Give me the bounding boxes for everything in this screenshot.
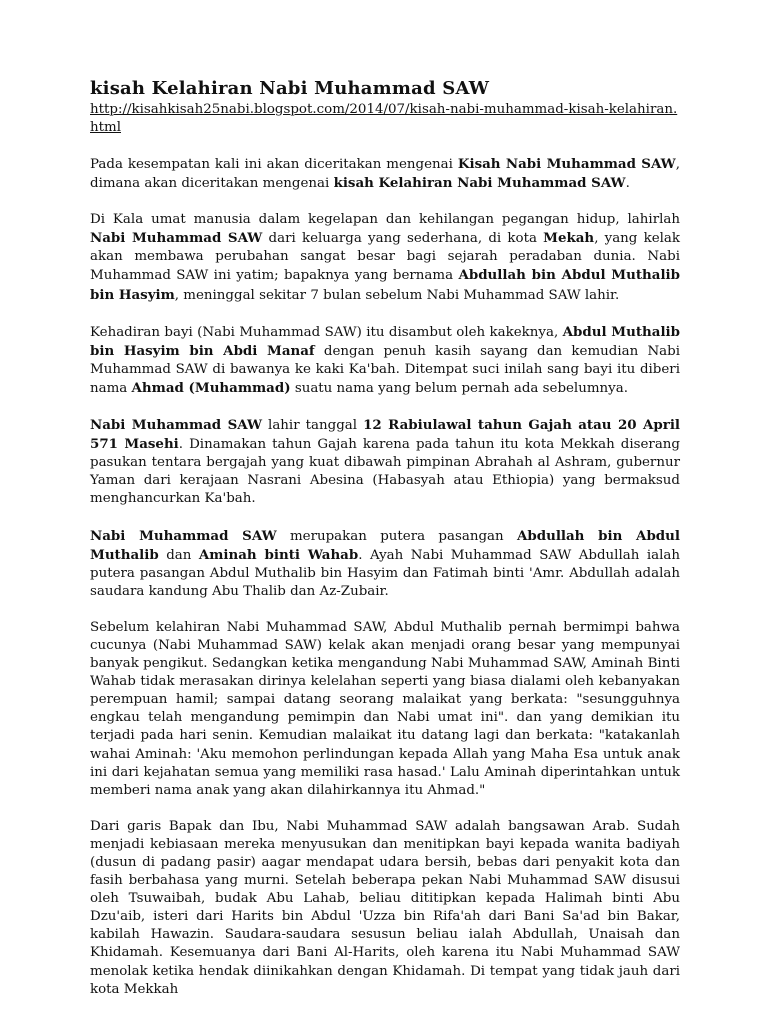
text-run: Di Kala umat manusia dalam kegelapan dan kehilangan pegangan hidup, lahirlah [90,212,680,228]
text-run: , yang kelak akan membawa perubahan sangat besar bagi sejarah peradaban dunia. Nabi Muhammad SAW ini yatim; bapaknya yang bernama [90,231,680,284]
text-run: suatu nama yang belum pernah ada sebelumnya. [290,380,628,396]
bold-text-run: Nabi Muhammad SAW [90,230,263,247]
text-run: lahir tanggal [262,418,364,434]
text-run: dan [158,547,199,563]
bold-text-run: 12 Rabiulawal tahun Gajah atau 20 April 571 Masehi [90,417,680,453]
paragraph [90,619,680,800]
text-run: . [625,176,630,192]
text-run: . Ayah Nabi Muhammad SAW Abdullah ialah putera pasangan Abdul Muthalib bin Hasyim dan Fatimah binti 'Amr. Abdullah adalah saudara kandung Abu Thalib dan Az-Zubair. [90,547,680,599]
bold-text-run: kisah Kelahiran Nabi Muhammad SAW [333,175,626,192]
paragraph-spacer [90,601,680,619]
text-run: , meninggal sekitar 7 bulan sebelum Nabi Muhammad SAW lahir. [174,287,620,303]
bold-text-run: Ahmad (Muhammad) [131,379,291,396]
bold-text-run: Mekah [543,230,595,247]
paragraph-spacer [90,509,680,527]
bold-text-run: Abdullah bin Abdul Muthalib bin Hasyim [90,267,680,303]
text-run: . Dinamakan tahun Gajah karena pada tahun itu kota Mekkah diserang pasukan tentara bergajah yang kuat dibawah pimpinan Abrahah al Ashram, gubernur Yaman dari kerajaan Nasrani Abesina (Habasyah atau Ethiopia) yang bermaksud menghancurkan Ka'bah. [90,437,681,507]
paragraph [90,416,680,508]
document-body [90,155,680,999]
text-run: Dari garis Bapak dan Ibu, Nabi Muhammad SAW adalah bangsawan Arab. Sudah menjadi kebiasaan mereka menyusukan dan menitipkan bayi kepada wanita badiyah (dusun di padang pasir) aagar mendapat udara bersih, bebas dari penyakit kota dan fasih berbahasa yang murni. Setelah beberapa pekan Nabi Muhammad SAW disusui oleh Tsuwaibah, budak Abu Lahab, beliau dititipkan kepada Halimah binti Abu Dzu'aib, isteri dari Harits bin Abdul 'Uzza bin Rifa'ah dari Bani Sa'ad bin Bakar, kabilah Hawazin. Saudara-saudara sesusun beliau ialah Abdullah, Unaisah dan Khidamah. Kesemuanya dari Bani Al-Harits, oleh karena itu Nabi Muhammad SAW menolak ketika hendak diinikahkan dengan Khidamah. Di tempat yang tidak jauh dari kota Mekkah [90,818,680,997]
text-run: dengan penuh kasih sayang dan kemudian Nabi Muhammad SAW di bawanya ke kaki Ka'bah. Ditempat suci inilah sang bayi itu diberi nama [90,343,681,396]
paragraph [90,527,680,601]
source-link[interactable]: http://kisahkisah25nabi.blogspot.com/2014/07/kisah-nabi-muhammad-kisah-kelahiran.html [90,102,678,135]
paragraph [90,211,680,304]
bold-text-run: Aminah binti Wahab [198,546,359,563]
text-run: dari keluarga yang sederhana, di kota [262,231,544,247]
paragraph-spacer [90,193,680,211]
paragraph-spacer [90,398,680,416]
text-run: merupakan putera pasangan [276,528,517,544]
paragraph [90,818,680,999]
bold-text-run: Nabi Muhammad SAW [90,417,263,434]
spacer [90,137,680,155]
text-run: Kehadiran bayi (Nabi Muhammad SAW) itu disambut oleh kakeknya, [90,324,563,340]
bold-text-run: Kisah Nabi Muhammad SAW [457,156,676,172]
text-run: Sebelum kelahiran Nabi Muhammad SAW, Abdul Muthalib pernah bermimpi bahwa cucunya (Nabi Muhammad SAW) kelak akan menjadi orang besar yang mempunyai banyak pengikut. Sedangkan ketika mengandung Nabi Muhammad SAW, Aminah Binti Wahab tidak merasakan dirinya kelelahan seperti yang biasa dialami oleh kebanyakan perempuan hamil; sampai datang seorang malaikat yang berkata: "sesungguhnya engkau telah mengandung pemimpin dan Nabi umat ini". dan yang demikian itu terjadi pada hari senin. Kemudian malaikat itu datang lagi dan berkata: "katakanlah wahai Aminah: 'Aku memohon perlindungan kepada Allah yang Maha Esa untuk anak ini dari kejahatan semua yang memiliki rasa hasad.' Lalu Aminah diperintahkan untuk memberi nama anak yang akan dilahirkannya itu Ahmad." [90,619,680,798]
bold-text-run: Nabi Muhammad SAW [90,527,277,544]
text-run: , dimana akan diceritakan mengenai [90,157,680,192]
bold-text-run: Abdul Muthalib bin Hasyim bin Abdi Manaf [90,323,681,359]
text-run: Pada kesempatan kali ini akan diceritakan mengenai [90,157,458,172]
paragraph-spacer [90,800,680,818]
document-title: kisah Kelahiran Nabi Muhammad SAW [90,78,490,99]
bold-text-run: Abdullah bin Abdul Muthalib [90,527,680,563]
paragraph [90,323,680,398]
paragraph-spacer [90,305,680,323]
paragraph [90,155,680,193]
